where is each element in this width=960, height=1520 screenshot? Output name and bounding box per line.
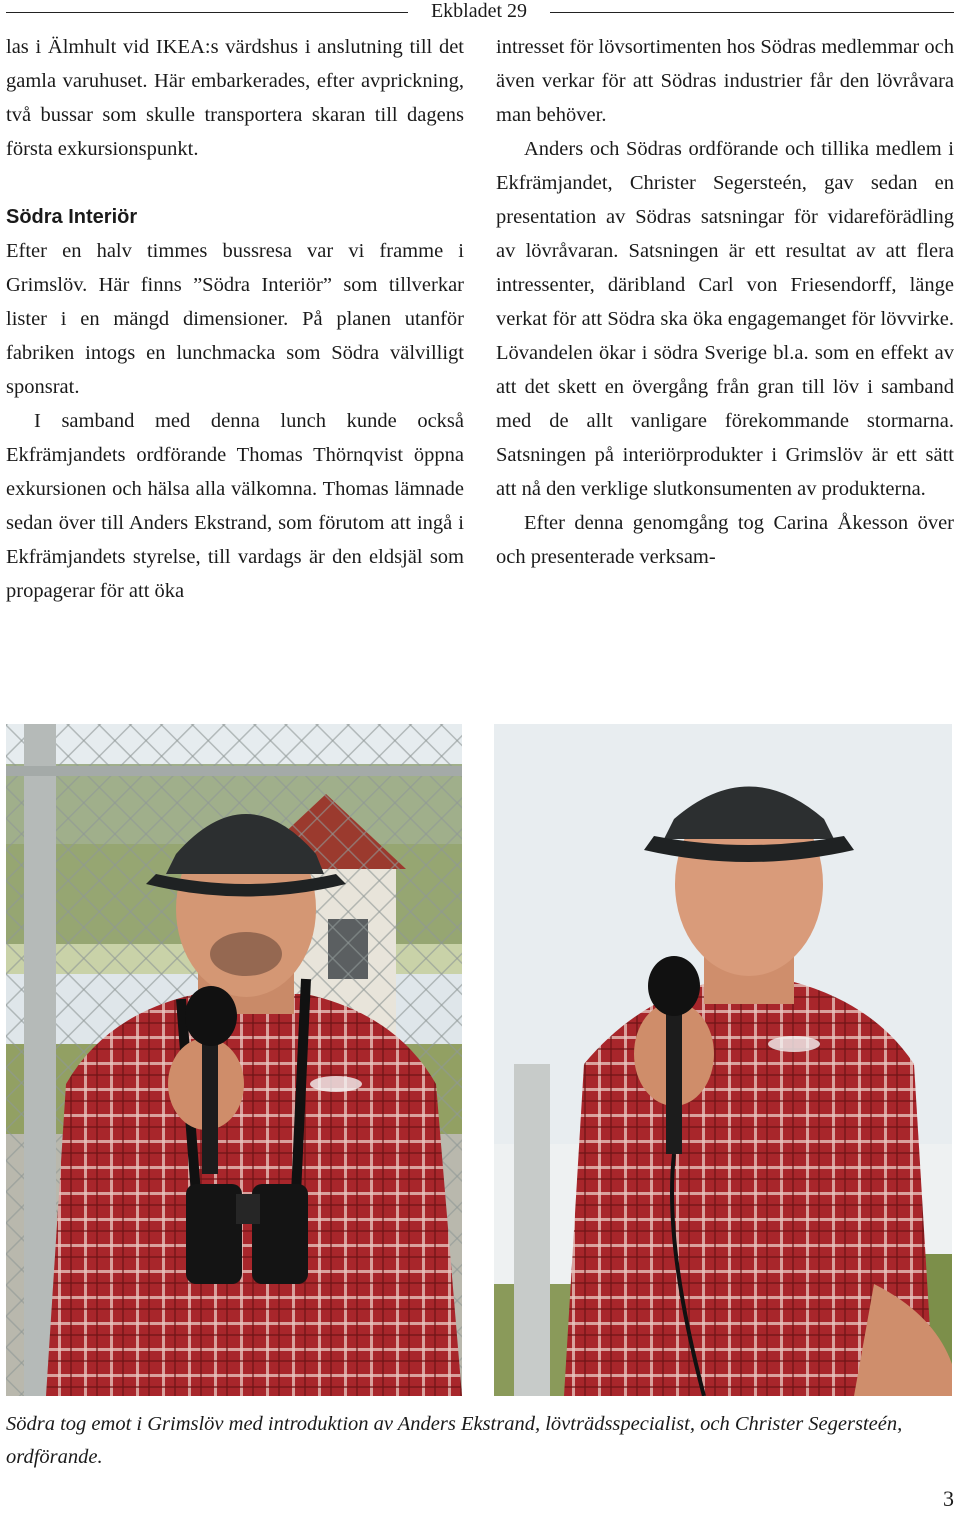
- right-paragraph-3: Efter denna genomgång tog Carina Åkesson över och presenterade verksam-: [496, 512, 954, 568]
- header-rule-right: [550, 12, 954, 13]
- section-heading: Södra Interiör: [6, 206, 138, 228]
- right-column: [496, 30, 954, 574]
- photo-illustration-2: [494, 724, 952, 1396]
- running-title: Ekbladet 29: [430, 0, 528, 22]
- photo-anders-ekstrand: [6, 724, 462, 1396]
- left-paragraph-3: I samband med denna lunch kunde också Ekfrämjandets ordförande Thomas Thörnqvist öppna exkursionen och hälsa alla välkomna. Thomas lämnade sedan över till Anders Ekstrand, som förutom att ingå i Ekfrämjandets styrelse, till vardags är den eldsjäl som propagerar för att öka: [6, 410, 464, 602]
- page-number: 3: [943, 1486, 954, 1511]
- page-header: [0, 0, 960, 26]
- photo-christer-segersteen: [494, 724, 952, 1396]
- photo-caption: Södra tog emot i Grimslöv med introduktion av Anders Ekstrand, lövträdsspecialist, och Christer Segersteén, ordförande.: [6, 1413, 903, 1468]
- photo-illustration-1: [6, 724, 462, 1396]
- left-paragraph-2: Efter en halv timmes bussresa var vi framme i Grimslöv. Här finns ”Södra Interiör” som tillverkar lister i en mängd dimensioner. På planen utanför fabriken intogs en lunchmacka som Södra välvilligt sponsrat.: [6, 240, 464, 398]
- header-rule-left: [6, 12, 408, 13]
- right-paragraph-1: intresset för lövsortimenten hos Södras medlemmar och även verkar för att Södras industrier får den lövråvara man behöver.: [496, 36, 954, 126]
- left-column: [6, 30, 464, 608]
- left-paragraph-1: las i Älmhult vid IKEA:s värdshus i anslutning till det gamla varuhuset. Här embarkerades, efter avprickning, två bussar som skulle transportera skaran till dagens första exkursionspunkt.: [6, 36, 464, 160]
- right-paragraph-2: Anders och Södras ordförande och tillika medlem i Ekfrämjandet, Christer Segersteén, gav sedan en presentation av Södras satsningar för vidareförädling av lövråvaran. Satsningen är ett resultat av att flera intressenter, däribland Carl von Friesendorff, länge verkat för att Södra ska öka engagemanget för lövvirke. Lövandelen ökar i södra Sverige bl.a. som en effekt av att det skett en övergång från gran till löv i samband med de allt vanligare förekommande stormarna. Satsningen på interiörprodukter i Grimslöv är ett sätt att nå den verklige slutkonsumenten av produkterna.: [496, 138, 954, 500]
